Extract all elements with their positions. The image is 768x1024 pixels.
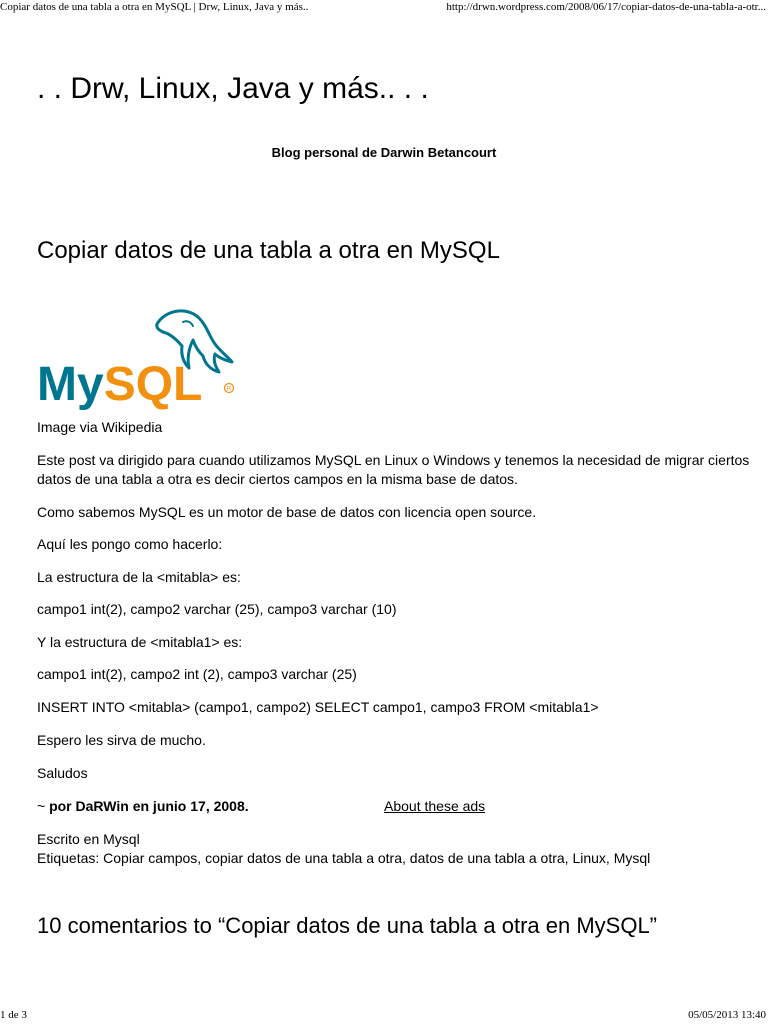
byline-tilde: ~ — [37, 798, 46, 814]
comments-title: 10 comentarios to “Copiar datos de una tabla a otra en MySQL” — [37, 913, 658, 938]
post-paragraph: Y la estructura de <mitabla1> es: — [37, 634, 243, 650]
site-title[interactable]: . . Drw, Linux, Java y más.. . . — [37, 72, 429, 105]
print-page-number: 1 de 3 — [0, 1009, 27, 1021]
print-datetime: 05/05/2013 13:40 — [688, 1009, 766, 1021]
post-title[interactable]: Copiar datos de una tabla a otra en MySQL — [37, 237, 500, 264]
mysql-wordmark: MySQL — [37, 358, 203, 410]
svg-text:R: R — [226, 386, 232, 393]
post-paragraph: Como sabemos MySQL es un motor de base de datos con licencia open source. — [37, 504, 537, 520]
about-ads-link[interactable]: About these ads — [384, 798, 486, 814]
print-page-title: Copiar datos de una tabla a otra en MySQL | Drw, Linux, Java y más.. — [0, 1, 309, 13]
post-paragraph: La estructura de la <mitabla> es: — [37, 569, 241, 585]
mysql-logo-image[interactable] — [37, 300, 237, 410]
post-meta-row — [37, 798, 757, 818]
tags-label: Etiquetas: — [37, 850, 100, 866]
post-paragraph: Espero les sirva de mucho. — [37, 732, 206, 748]
tags-links[interactable]: Copiar campos, copiar datos de una tabla a otra, datos de una tabla a otra, Linux, Mysql — [103, 850, 651, 866]
post-paragraph: Saludos — [37, 765, 88, 781]
post-paragraph: campo1 int(2), campo2 varchar (25), campo3 varchar (10) — [37, 601, 397, 617]
image-credit: Image via Wikipedia — [37, 419, 163, 435]
post-paragraph: Aquí les pongo como hacerlo: — [37, 536, 223, 552]
post-paragraph: campo1 int(2), campo2 int (2), campo3 varchar (25) — [37, 666, 357, 682]
site-tagline: Blog personal de Darwin Betancourt — [271, 145, 497, 160]
post-tags — [37, 849, 757, 868]
post-category[interactable]: Escrito en Mysql — [37, 831, 140, 847]
print-header — [0, 1, 768, 15]
byline-text[interactable]: por DaRWin en junio 17, 2008. — [49, 798, 249, 814]
post-paragraph: Este post va dirigido para cuando utilizamos MySQL en Linux o Windows y tenemos la necesidad de migrar ciertos datos de una tabla a otra es decir ciertos campos en la misma base de datos. — [37, 452, 750, 487]
print-footer — [0, 1009, 768, 1023]
sql-statement: INSERT INTO <mitabla> (campo1, campo2) SELECT campo1, campo3 FROM <mitabla1> — [37, 699, 599, 715]
post-byline — [37, 798, 249, 814]
print-url: http://drwn.wordpress.com/2008/06/17/copiar-datos-de-una-tabla-a-otr... — [446, 1, 766, 13]
